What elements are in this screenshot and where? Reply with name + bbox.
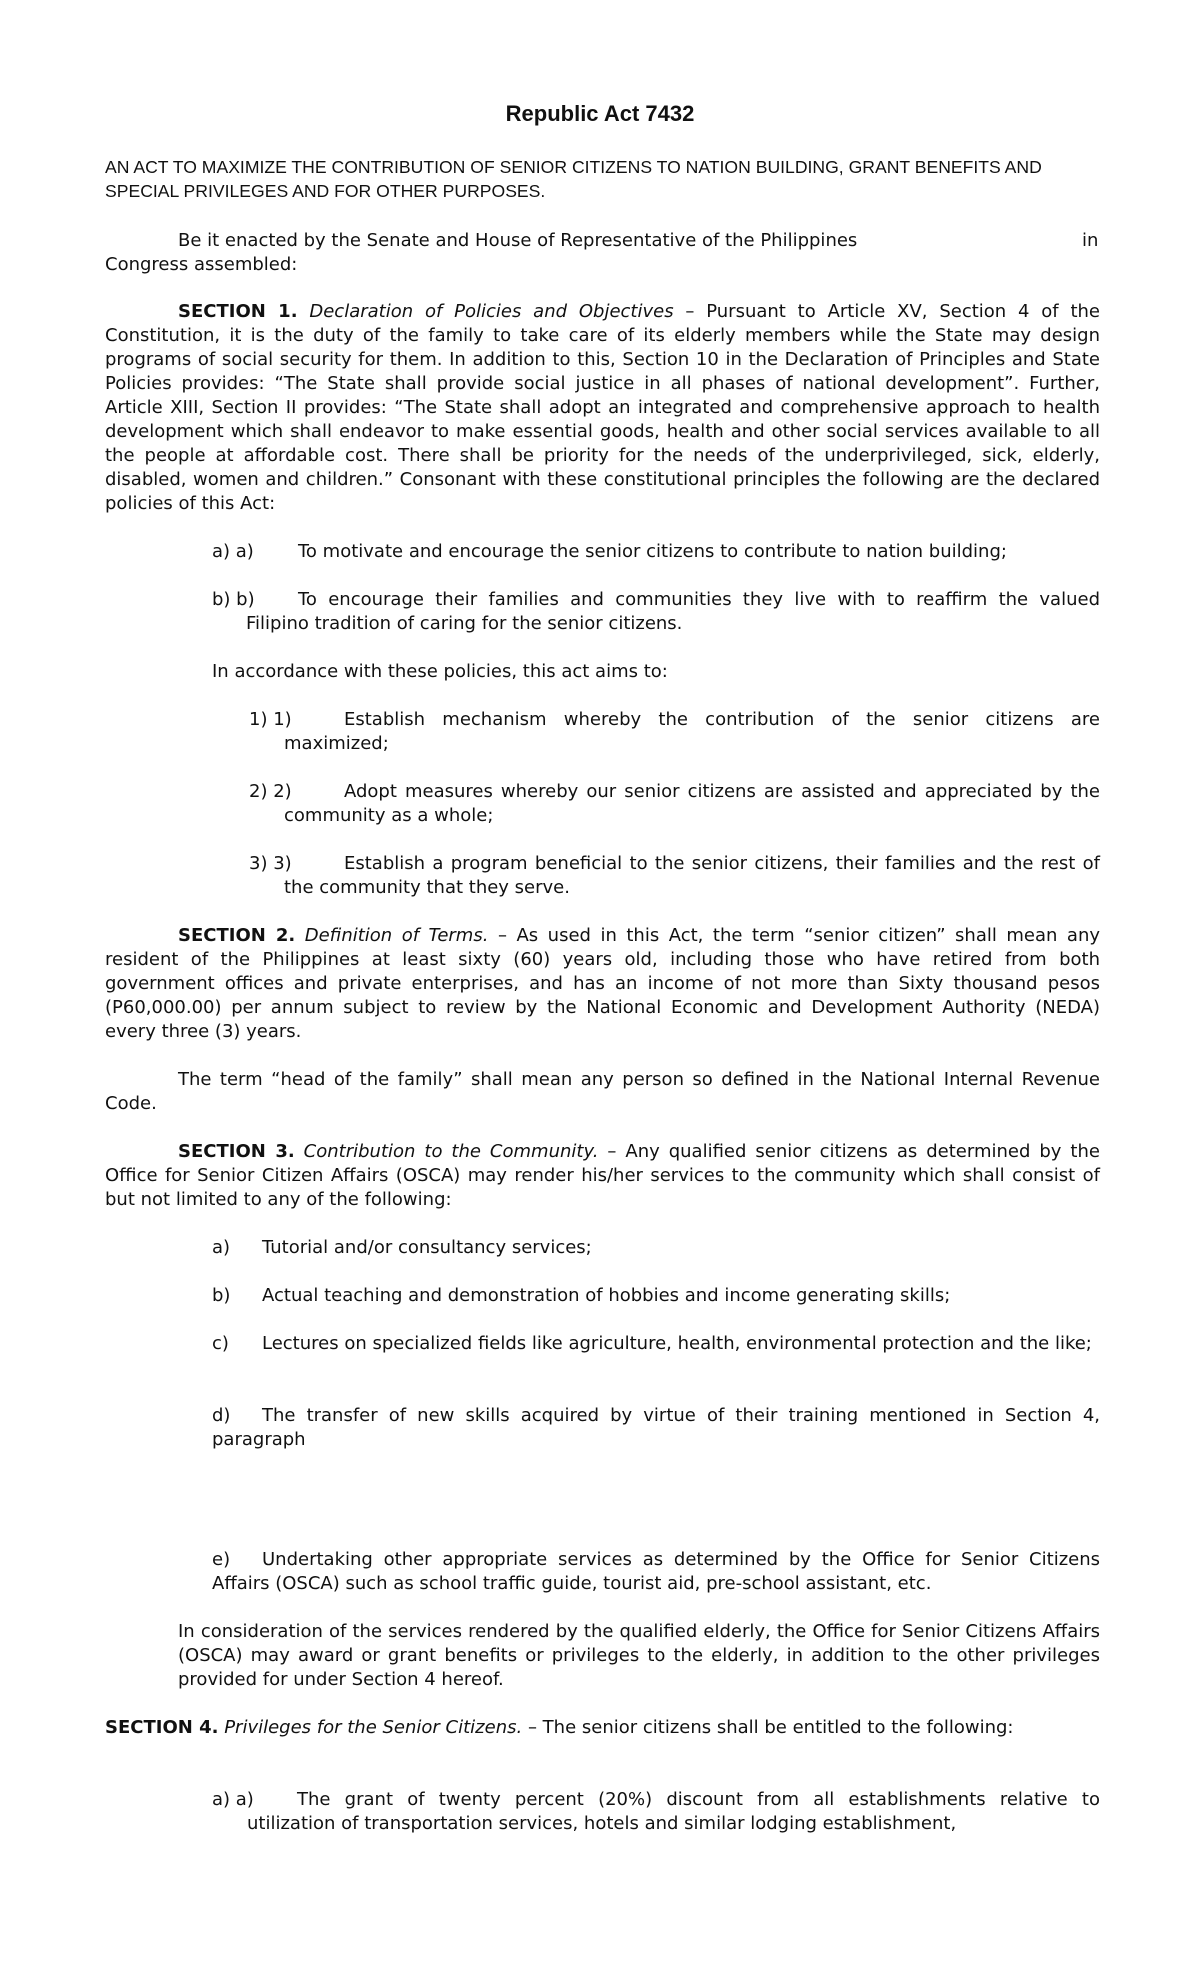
section-1-label: SECTION 1. [178, 301, 298, 322]
list-item-text: Establish a program beneficial to the senior citizens, their families and the rest of the community that they serve. [284, 853, 1100, 898]
section-2-paragraph [105, 924, 1100, 1044]
list-item-label: d) [212, 1405, 231, 1426]
list-item-text: Establish mechanism whereby the contribution of the senior citizens are maximized; [284, 709, 1100, 754]
section-2-paragraph-2: The term “head of the family” shall mean any person so defined in the National Internal Revenue Code. [105, 1069, 1100, 1114]
enacting-clause-line1: Be it enacted by the Senate and House of Representative of the Philippines [178, 230, 858, 251]
list-item [212, 1548, 1100, 1596]
section-4-paragraph [105, 1716, 1100, 1740]
list-item-label: a) a) [212, 541, 254, 562]
list-item-label: 3) 3) [249, 853, 292, 874]
list-item [249, 708, 1100, 756]
list-item-label: 2) 2) [249, 781, 292, 802]
list-item [249, 780, 1100, 828]
list-item-label: a) [212, 1237, 231, 1258]
section-4-heading: Privileges for the Senior Citizens. [224, 1717, 523, 1738]
long-title: AN ACT TO MAXIMIZE THE CONTRIBUTION OF SENIOR CITIZENS TO NATION BUILDING, GRANT BENEFITS AND SPECIAL PRIVILEGES AND FOR OTHER PURPOSES. [105, 157, 1042, 201]
section-2-label: SECTION 2. [178, 925, 296, 946]
section-3-label: SECTION 3. [178, 1141, 295, 1162]
section-1-paragraph [105, 300, 1100, 516]
enacting-clause-in: in [1082, 230, 1099, 251]
list-item-text: To encourage their families and communities they live with to reaffirm the valued Filipino tradition of caring for the senior citizens. [246, 589, 1100, 634]
section-2-text: – As used in this Act, the term “senior citizen” shall mean any resident of the Philippines at least sixty (60) years old, including those who have retired from both government offices and private enterprises, and has an income of not more than Sixty thousand pesos (P60,000.00) per annum subject to review by the National Economic and Development Authority (NEDA) every three (3) years. [105, 925, 1101, 1042]
section-1-heading: Declaration of Policies and Objectives [309, 301, 674, 322]
list-item [212, 1236, 1100, 1260]
list-item-text: Tutorial and/or consultancy services; [262, 1237, 592, 1258]
section-1-text: – Pursuant to Article XV, Section 4 of the Constitution, it is the duty of the family to take care of its elderly members while the State may design programs of social security for them. In addition to this, Section 10 in the Declaration of Principles and State Policies provides: “The State shall provide social justice in all phases of national development”. Further, Article XIII, Section II provides: “The State shall adopt an integrated and comprehensive approach to health development which shall endeavor to make essential goods, health and other social services available to all the people at affordable cost. There shall be priority for the needs of the underprivileged, sick, elderly, disabled, women and children.” Consonant with these constitutional principles the following are the declared policies of this Act: [105, 301, 1100, 514]
list-item-text: To motivate and encourage the senior citizens to contribute to nation building; [298, 541, 1007, 562]
list-item [212, 588, 1100, 636]
section-3-paragraph [105, 1140, 1100, 1212]
list-item-text: The transfer of new skills acquired by virtue of their training mentioned in Section 4, paragraph [212, 1405, 1100, 1450]
list-item-text: Lectures on specialized fields like agriculture, health, environmental protection and the like; [262, 1333, 1092, 1354]
list-item [212, 1332, 1100, 1356]
enacting-clause-line2: Congress assembled: [105, 254, 298, 275]
section-3-heading: Contribution to the Community. [303, 1141, 599, 1162]
section-3-text: – Any qualified senior citizens as determined by the Office for Senior Citizen Affairs (OSCA) may render his/her services to the community which shall consist of but not limited to any of the following: [105, 1141, 1100, 1210]
list-item-label: a) a) [212, 1789, 254, 1810]
list-item-text: The grant of twenty percent (20%) discount from all establishments relative to utilization of transportation services, hotels and similar lodging establishment, [247, 1789, 1100, 1834]
list-item-text: Actual teaching and demonstration of hobbies and income generating skills; [262, 1285, 951, 1306]
list-item [212, 1788, 1100, 1836]
list-item-text: Undertaking other appropriate services as determined by the Office for Senior Citizens Affairs (OSCA) such as school traffic guide, tourist aid, pre-school assistant, etc. [212, 1549, 1100, 1594]
list-item [249, 852, 1100, 900]
list-item-label: c) [212, 1333, 229, 1354]
section-4-label: SECTION 4. [105, 1717, 219, 1738]
list-item-label: e) [212, 1549, 231, 1570]
section-2-heading: Definition of Terms. [304, 925, 489, 946]
list-item [212, 540, 1100, 564]
section-4-text: – The senior citizens shall be entitled to the following: [522, 1717, 1014, 1738]
list-item [212, 1284, 1100, 1308]
document-title: Republic Act 7432 [505, 101, 695, 126]
list-item-label: b) b) [212, 589, 255, 610]
list-item-label: 1) 1) [249, 709, 292, 730]
section-3-closing: In consideration of the services rendered by the qualified elderly, the Office for Senior Citizens Affairs (OSCA) may award or grant benefits or privileges to the elderly, in addition to the other privileges provided for under Section 4 hereof. [178, 1621, 1100, 1690]
aims-intro: In accordance with these policies, this act aims to: [212, 661, 668, 682]
list-item-text: Adopt measures whereby our senior citizens are assisted and appreciated by the community as a whole; [284, 781, 1100, 826]
list-item-label: b) [212, 1285, 231, 1306]
list-item [212, 1404, 1100, 1452]
